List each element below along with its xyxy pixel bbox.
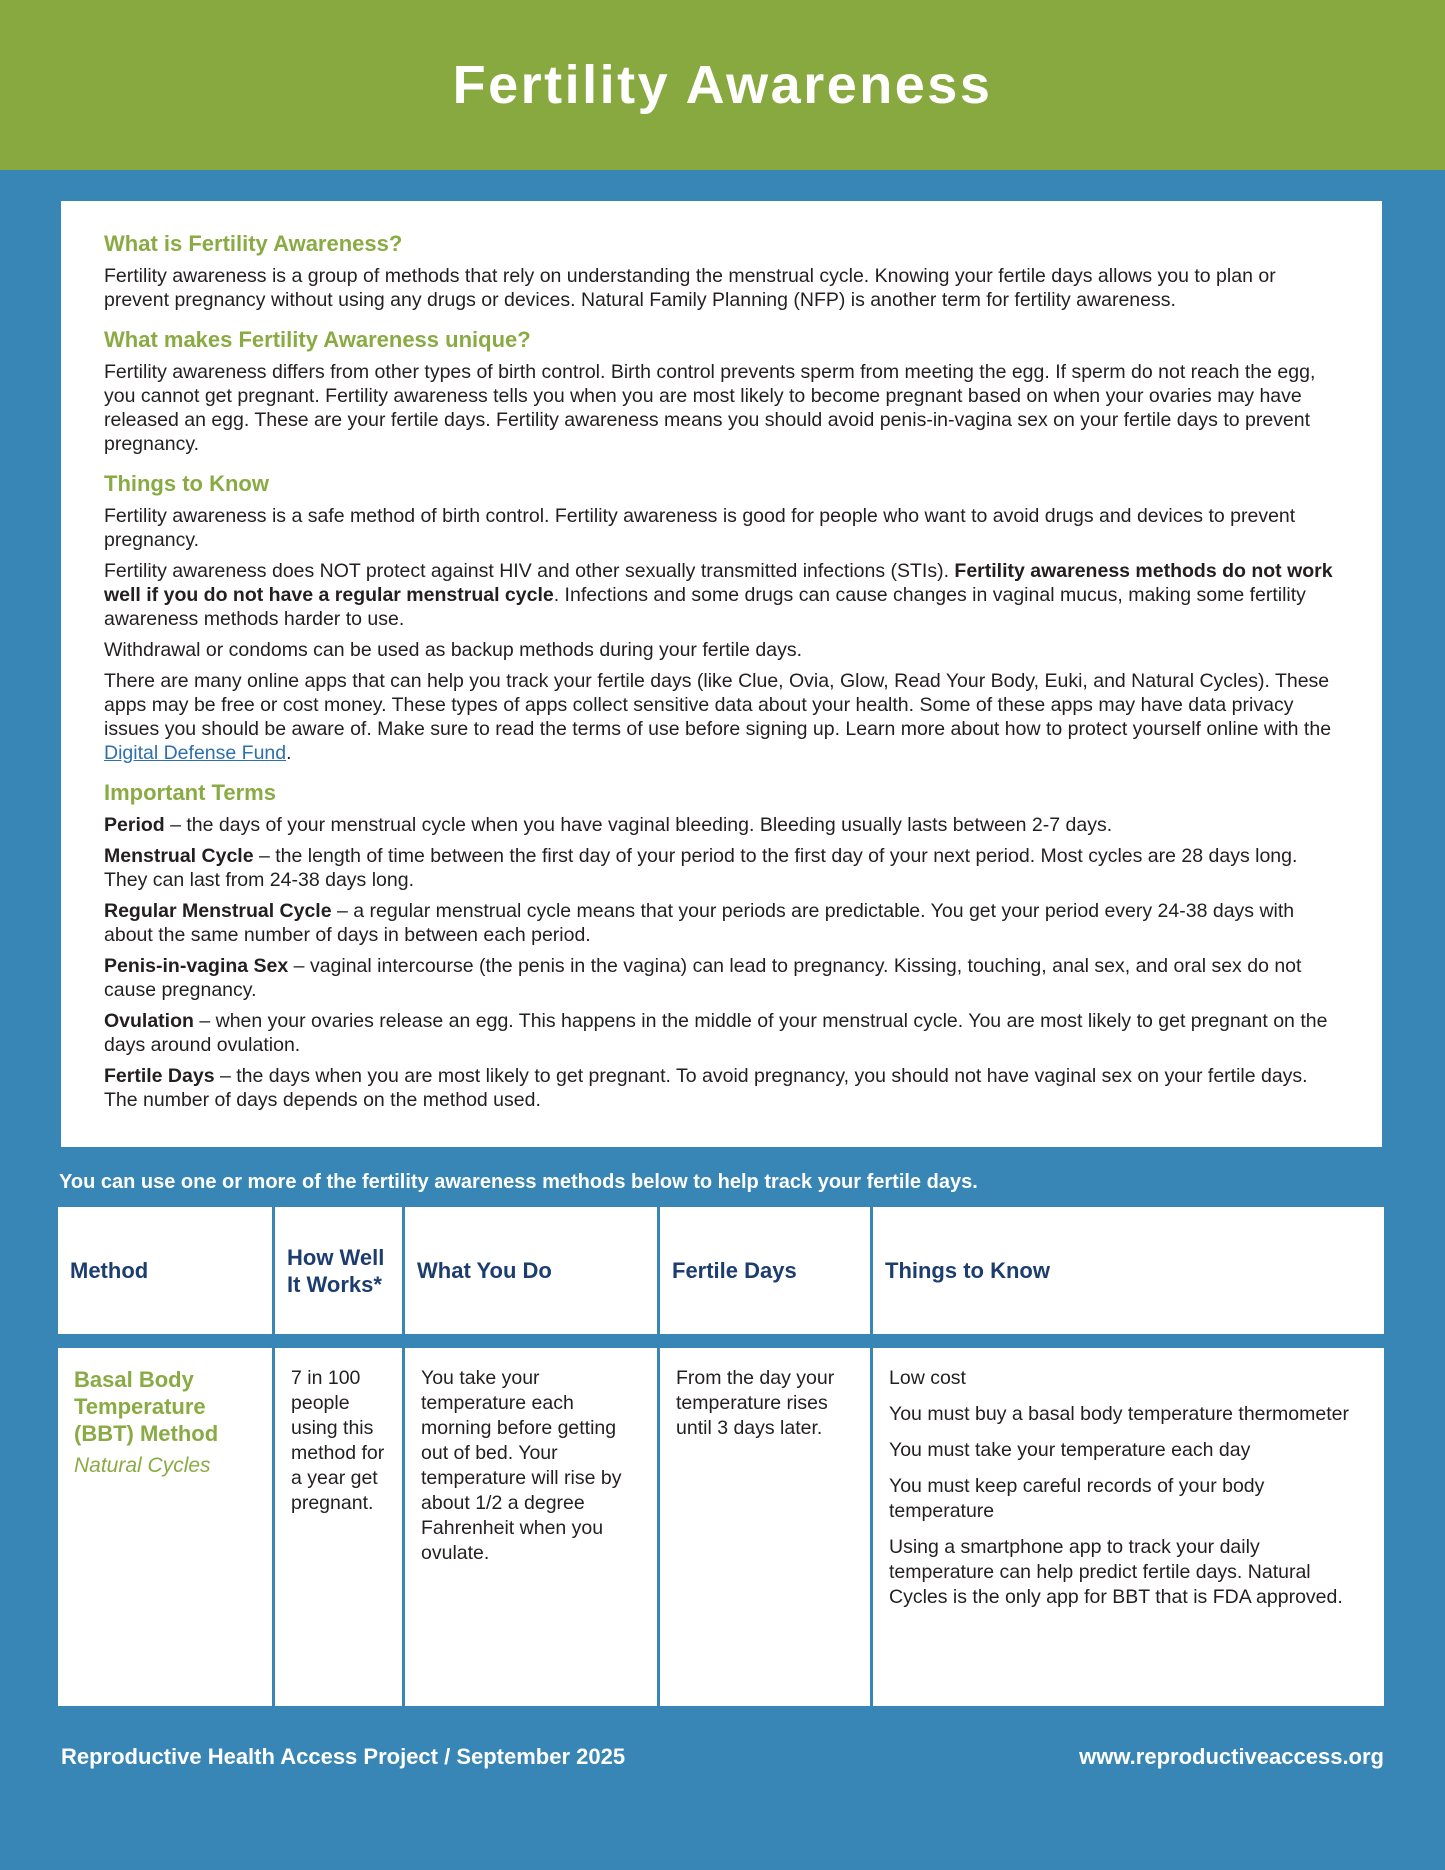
methods-table bbox=[58, 1207, 1387, 1706]
things-to-know-item: You must buy a basal body temperature thermometer bbox=[889, 1403, 1349, 1425]
column-header-how-well-it-works: How Well It Works* bbox=[275, 1207, 402, 1334]
table-row-bbt-method bbox=[58, 1348, 1387, 1706]
term-dash: – bbox=[170, 814, 181, 836]
term-penis-in-vagina-sex bbox=[104, 954, 1342, 1002]
paragraph-apps bbox=[104, 669, 1342, 765]
term-definition: when your ovaries release an egg. This happens in the middle of your menstrual cycle. You are most likely to get pregnant on the days around ovulation. bbox=[104, 1010, 1328, 1056]
sti-bold-text: Fertility awareness methods do not work well if you do not have a regular menstrual cycle bbox=[104, 560, 1333, 606]
cell-effectiveness: 7 in 100 people using this method for a year get pregnant. bbox=[275, 1348, 402, 1706]
table-header-row bbox=[58, 1207, 1387, 1334]
paragraph-unique: Fertility awareness differs from other types of birth control. Birth control prevents sperm from meeting the egg. If sperm do not reach the egg, you cannot get pregnant. Fertility awareness tells you when you are most likely to become pregnant based on when your ovaries may have released an egg. These are your fertile days. Fertility awareness means you should avoid penis-in-vagina sex on your fertile days to prevent pregnancy. bbox=[104, 361, 1316, 455]
apps-text-end: . bbox=[286, 742, 292, 764]
term-fertile-days bbox=[104, 1064, 1342, 1112]
term-dash: – bbox=[199, 1010, 211, 1032]
paragraph-sti-warning bbox=[104, 559, 1342, 631]
term-dash: – bbox=[337, 900, 348, 922]
term-regular-menstrual-cycle bbox=[104, 899, 1342, 947]
term-label: Fertile Days bbox=[104, 1065, 215, 1087]
section-heading-important-terms: Important Terms bbox=[104, 780, 276, 805]
term-menstrual-cycle bbox=[104, 844, 1342, 892]
term-label: Ovulation bbox=[104, 1010, 194, 1032]
term-dash: – bbox=[258, 845, 270, 867]
term-period bbox=[104, 813, 1342, 837]
term-label: Regular Menstrual Cycle bbox=[104, 900, 332, 922]
term-definition: a regular menstrual cycle means that your periods are predictable. You get your period every 24-38 days with about the same number of days in between each period. bbox=[104, 900, 1295, 946]
things-to-know-item: Low cost bbox=[889, 1367, 966, 1389]
column-header-things-to-know: Things to Know bbox=[873, 1207, 1384, 1334]
footer-org-date: Reproductive Health Access Project / September 2025 bbox=[61, 1744, 626, 1769]
table-intro: You can use one or more of the fertility awareness methods below to help track your fertile days. bbox=[59, 1171, 978, 1193]
things-to-know-item: Using a smartphone app to track your daily temperature can help predict fertile days. Natural Cycles is the only app for BBT that is FDA approved. bbox=[889, 1536, 1343, 1608]
column-header-what-you-do: What You Do bbox=[405, 1207, 657, 1334]
term-ovulation bbox=[104, 1009, 1342, 1057]
page-footer bbox=[61, 1744, 1384, 1770]
cell-what-you-do: You take your temperature each morning before getting out of bed. Your temperature will rise by about 1/2 a degree Fahrenheit when you ovulate. bbox=[405, 1348, 657, 1706]
term-definition: the length of time between the first day of your period to the first day of your next period. Most cycles are 28 days long. They can last from 24-38 days long. bbox=[104, 845, 1298, 891]
paragraph-safe-method: Fertility awareness is a safe method of birth control. Fertility awareness is good for people who want to avoid drugs and devices to prevent pregnancy. bbox=[104, 505, 1296, 551]
term-label: Penis-in-vagina Sex bbox=[104, 955, 289, 977]
sti-text: Fertility awareness does NOT protect against HIV and other sexually transmitted infections (STIs). bbox=[104, 560, 955, 582]
footer-url: www.reproductiveaccess.org bbox=[1079, 1744, 1384, 1769]
paragraph-what-is: Fertility awareness is a group of methods that rely on understanding the menstrual cycle. Knowing your fertile days allows you to plan or prevent pregnancy without using any drugs or devices. Natural Family Planning (NFP) is another term for fertility awareness. bbox=[104, 265, 1276, 311]
digital-defense-fund-link[interactable]: Digital Defense Fund bbox=[104, 742, 287, 764]
things-to-know-item: You must take your temperature each day bbox=[889, 1439, 1251, 1461]
apps-text: There are many online apps that can help you track your fertile days (like Clue, Ovia, Glow, Read Your Body, Euki, and Natural Cycles). These apps may be free or cost money. These types of apps collect sensitive data about your health. Some of these apps may have data privacy issues you should be aware of. Make sure to read the terms of use before signing up. Learn more about how to protect yourself online with the bbox=[104, 670, 1332, 740]
term-dash: – bbox=[219, 1065, 231, 1087]
column-header-method: Method bbox=[58, 1207, 272, 1334]
section-heading-unique: What makes Fertility Awareness unique? bbox=[104, 327, 531, 352]
cell-things-to-know bbox=[873, 1348, 1384, 1706]
term-label: Period bbox=[104, 814, 165, 836]
term-dash: – bbox=[293, 955, 305, 977]
section-heading-what-is: What is Fertility Awareness? bbox=[104, 231, 403, 256]
column-header-fertile-days: Fertile Days bbox=[660, 1207, 870, 1334]
method-name: Basal Body Temperature (BBT) Method bbox=[74, 1367, 219, 1446]
cell-method bbox=[58, 1348, 272, 1706]
cell-fertile-days: From the day your temperature rises until 3 days later. bbox=[660, 1348, 870, 1706]
method-app-name: Natural Cycles bbox=[74, 1454, 211, 1477]
things-to-know-item: You must keep careful records of your body temperature bbox=[889, 1475, 1265, 1522]
paragraph-backup-methods: Withdrawal or condoms can be used as backup methods during your fertile days. bbox=[104, 639, 803, 661]
term-label: Menstrual Cycle bbox=[104, 845, 254, 867]
section-heading-things-to-know: Things to Know bbox=[104, 471, 269, 496]
term-definition: the days when you are most likely to get pregnant. To avoid pregnancy, you should not have vaginal sex on your fertile days. The number of days depends on the method used. bbox=[104, 1065, 1308, 1111]
content-card bbox=[61, 201, 1382, 1147]
term-definition: the days of your menstrual cycle when you have vaginal bleeding. Bleeding usually lasts between 2-7 days. bbox=[186, 814, 1113, 836]
sti-text-end: . Infections and some drugs can cause changes in vaginal mucus, making some fertility awareness methods harder to use. bbox=[104, 584, 1306, 630]
page-title: Fertility Awareness bbox=[452, 55, 993, 115]
header-banner bbox=[0, 0, 1445, 170]
term-definition: vaginal intercourse (the penis in the vagina) can lead to pregnancy. Kissing, touching, anal sex, and oral sex do not cause pregnancy. bbox=[104, 955, 1302, 1001]
